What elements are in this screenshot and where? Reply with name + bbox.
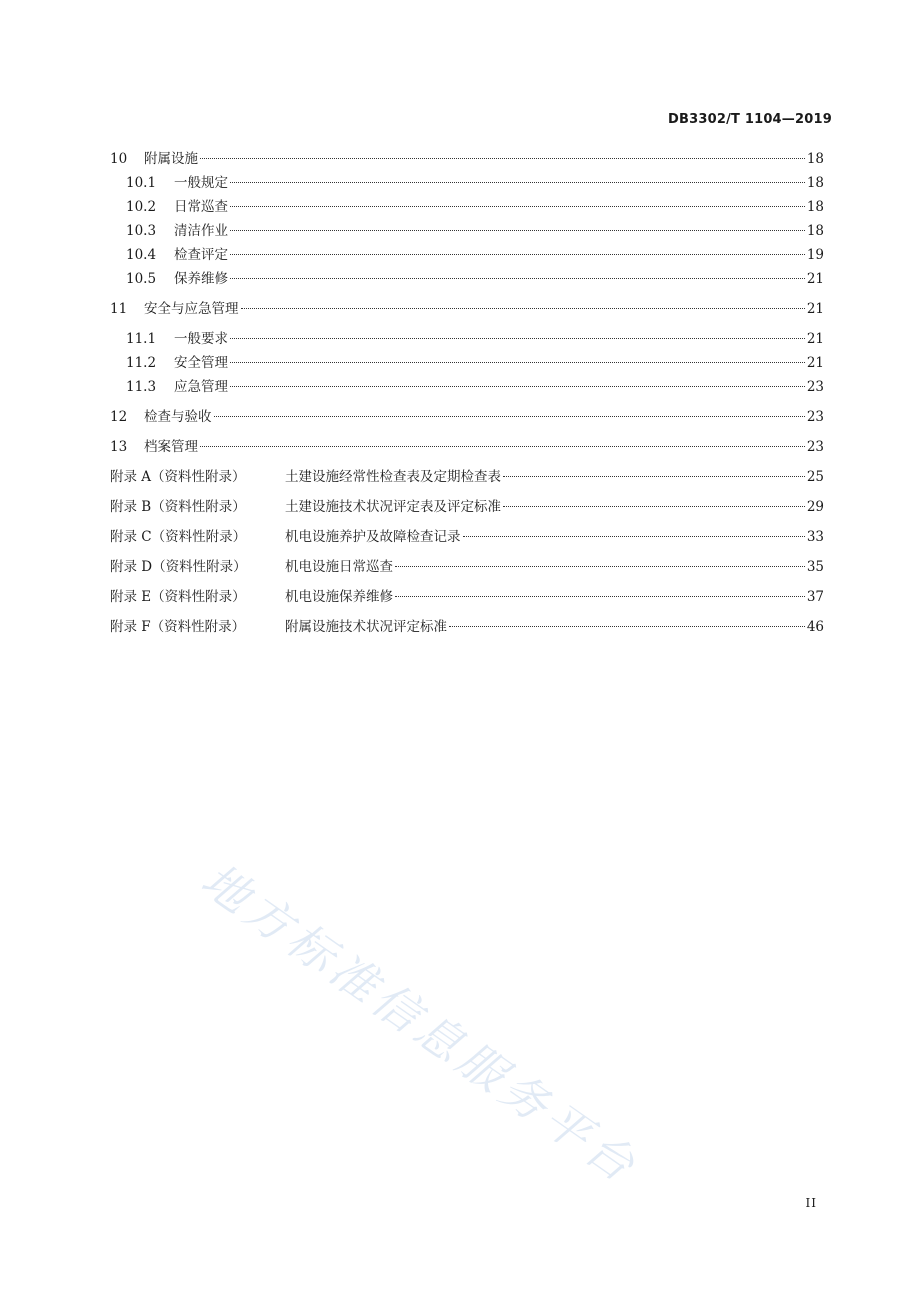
toc-entry[interactable] — [110, 435, 824, 459]
appendix-label: 附录 B（资料性附录） — [110, 499, 246, 515]
toc-entry-page: 23 — [806, 379, 824, 395]
toc-entry-title: 清洁作业 — [174, 223, 228, 239]
dot-leader — [230, 230, 805, 231]
toc-appendix-entry[interactable] — [110, 615, 824, 639]
toc-entry[interactable] — [110, 297, 824, 321]
toc-entry-page: 46 — [806, 619, 824, 635]
toc-entry[interactable] — [110, 405, 824, 429]
toc-entry[interactable] — [110, 243, 824, 267]
toc-appendix-entry[interactable] — [110, 555, 824, 579]
toc-entry-title: 应急管理 — [174, 379, 228, 395]
watermark: 地方标准信息服务平台 — [191, 852, 649, 1195]
toc-entry-number: 10 — [110, 151, 128, 167]
toc-entry-title: 档案管理 — [144, 439, 198, 455]
dot-leader — [200, 446, 805, 447]
toc-entry-number: 10.3 — [126, 223, 157, 239]
toc-entry-number: 11.2 — [126, 355, 157, 371]
appendix-label: 附录 F（资料性附录） — [110, 619, 246, 635]
toc-entry-title: 检查评定 — [174, 247, 228, 263]
dot-leader — [463, 536, 805, 537]
toc-entry-title: 土建设施经常性检查表及定期检查表 — [285, 469, 501, 485]
dot-leader — [200, 158, 805, 159]
dot-leader — [230, 338, 805, 339]
toc-entry[interactable] — [110, 195, 824, 219]
toc-entry-title: 机电设施日常巡查 — [285, 559, 393, 575]
dot-leader — [230, 362, 805, 363]
dot-leader — [230, 254, 805, 255]
toc-entry-page: 37 — [806, 589, 824, 605]
toc-entry-page: 18 — [806, 223, 824, 239]
toc-entry-number: 11.3 — [126, 379, 157, 395]
document-code: DB3302/T 1104—2019 — [668, 112, 832, 127]
toc-entry-page: 33 — [806, 529, 824, 545]
toc-entry-page: 19 — [806, 247, 824, 263]
toc-entry-page: 35 — [806, 559, 824, 575]
toc-entry-page: 18 — [806, 151, 824, 167]
toc-appendix-entry[interactable] — [110, 585, 824, 609]
toc-entry-page: 21 — [806, 271, 824, 287]
toc-entry-title: 机电设施保养维修 — [285, 589, 393, 605]
dot-leader — [230, 182, 805, 183]
dot-leader — [230, 278, 805, 279]
dot-leader — [503, 506, 805, 507]
toc-entry-page: 21 — [806, 355, 824, 371]
toc-entry-number: 12 — [110, 409, 128, 425]
appendix-label: 附录 D（资料性附录） — [110, 559, 247, 575]
toc-appendix-entry[interactable] — [110, 465, 824, 489]
table-of-contents — [110, 147, 824, 639]
toc-entry-title: 安全与应急管理 — [144, 301, 239, 317]
toc-entry-page: 29 — [806, 499, 824, 515]
toc-entry[interactable] — [110, 147, 824, 171]
appendix-label: 附录 C（资料性附录） — [110, 529, 247, 545]
toc-entry-page: 23 — [806, 439, 824, 455]
dot-leader — [241, 308, 805, 309]
toc-entry-title: 附属设施技术状况评定标准 — [285, 619, 447, 635]
page-number: II — [805, 1196, 817, 1210]
appendix-label: 附录 E（资料性附录） — [110, 589, 246, 605]
toc-entry[interactable] — [110, 327, 824, 351]
toc-entry[interactable] — [110, 375, 824, 399]
dot-leader — [230, 206, 805, 207]
toc-entry-page: 25 — [806, 469, 824, 485]
dot-leader — [395, 566, 805, 567]
toc-entry-title: 土建设施技术状况评定表及评定标准 — [285, 499, 501, 515]
dot-leader — [503, 476, 805, 477]
toc-entry-page: 18 — [806, 175, 824, 191]
dot-leader — [214, 416, 805, 417]
toc-entry-number: 11 — [110, 301, 128, 317]
toc-entry-number: 10.1 — [126, 175, 157, 191]
toc-entry-number: 10.5 — [126, 271, 157, 287]
toc-entry[interactable] — [110, 171, 824, 195]
appendix-label: 附录 A（资料性附录） — [110, 469, 246, 485]
toc-entry-number: 11.1 — [126, 331, 157, 347]
toc-appendix-entry[interactable] — [110, 495, 824, 519]
toc-entry-title: 保养维修 — [174, 271, 228, 287]
toc-appendix-entry[interactable] — [110, 525, 824, 549]
toc-entry-number: 10.2 — [126, 199, 157, 215]
toc-entry[interactable] — [110, 219, 824, 243]
toc-entry-page: 23 — [806, 409, 824, 425]
dot-leader — [395, 596, 805, 597]
toc-entry-title: 安全管理 — [174, 355, 228, 371]
toc-entry-number: 13 — [110, 439, 128, 455]
toc-entry[interactable] — [110, 351, 824, 375]
toc-entry-title: 附属设施 — [144, 151, 198, 167]
toc-entry-number: 10.4 — [126, 247, 157, 263]
toc-entry-page: 21 — [806, 331, 824, 347]
toc-entry-title: 一般要求 — [174, 331, 228, 347]
dot-leader — [449, 626, 805, 627]
toc-entry[interactable] — [110, 267, 824, 291]
dot-leader — [230, 386, 805, 387]
toc-entry-title: 检查与验收 — [144, 409, 212, 425]
toc-entry-page: 18 — [806, 199, 824, 215]
toc-entry-title: 一般规定 — [174, 175, 228, 191]
toc-entry-title: 机电设施养护及故障检查记录 — [285, 529, 461, 545]
toc-entry-title: 日常巡查 — [174, 199, 228, 215]
toc-entry-page: 21 — [806, 301, 824, 317]
